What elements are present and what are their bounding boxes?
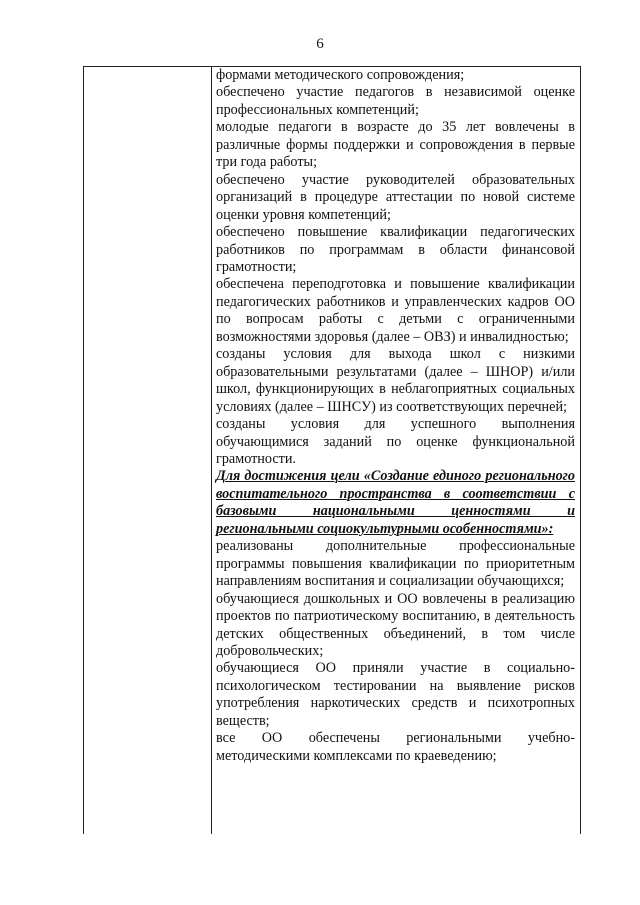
table-cell-content [216,67,575,765]
list-item: созданы условия для успешного выполнения обучающимися заданий по оценке функциональной грамотности. [216,416,575,467]
list-item: обеспечено повышение квалификации педагогических работников по программам в области финансовой грамотности; [216,224,575,275]
list-item: молодые педагоги в возрасте до 35 лет вовлечены в различные формы поддержки и сопровождения в первые три года работы; [216,119,575,171]
document-table [83,66,581,834]
list-item: обеспечена переподготовка и повышение квалификации педагогических работников и управленческих кадров ОО по вопросам работы с детьми с ограниченными возможностями здоровья (далее – ОВЗ) и инвалидностью; [216,276,575,345]
list-item: реализованы дополнительные профессиональные программы повышения квалификации по приоритетным направлениям воспитания и социализации обучающихся; [216,538,575,590]
list-item: обеспечено участие педагогов в независимой оценке профессиональных компетенций; [216,84,575,118]
list-item: формами методического сопровождения; [216,67,465,83]
column-divider [211,67,212,834]
list-item: обучающиеся ОО приняли участие в социально-психологическом тестировании на выявление рисков употребления наркотических средств и психотропных веществ; [216,660,575,729]
goal-heading: Для достижения цели «Создание единого регионального воспитательного пространства в соответствии с базовыми национальными ценностями и региональными социокультурными особенностями»: [216,468,575,537]
list-item: обучающиеся дошкольных и ОО вовлечены в реализацию проектов по патриотическому воспитанию, в деятельность детских общественных объединений, в том числе добровольческих; [216,590,575,659]
list-item: обеспечено участие руководителей образовательных организаций в процедуре аттестации по новой системе оценки уровня компетенций; [216,171,575,223]
list-item: все ОО обеспечены региональными учебно-методическими комплексами по краеведению; [216,730,575,764]
list-item: созданы условия для выхода школ с низкими образовательными результатами (далее – ШНОР) и/или школ, функционирующих в неблагоприятных социальных условиях (далее – ШНСУ) из соответствующих перечней; [216,346,575,415]
page-number: 6 [316,36,324,52]
